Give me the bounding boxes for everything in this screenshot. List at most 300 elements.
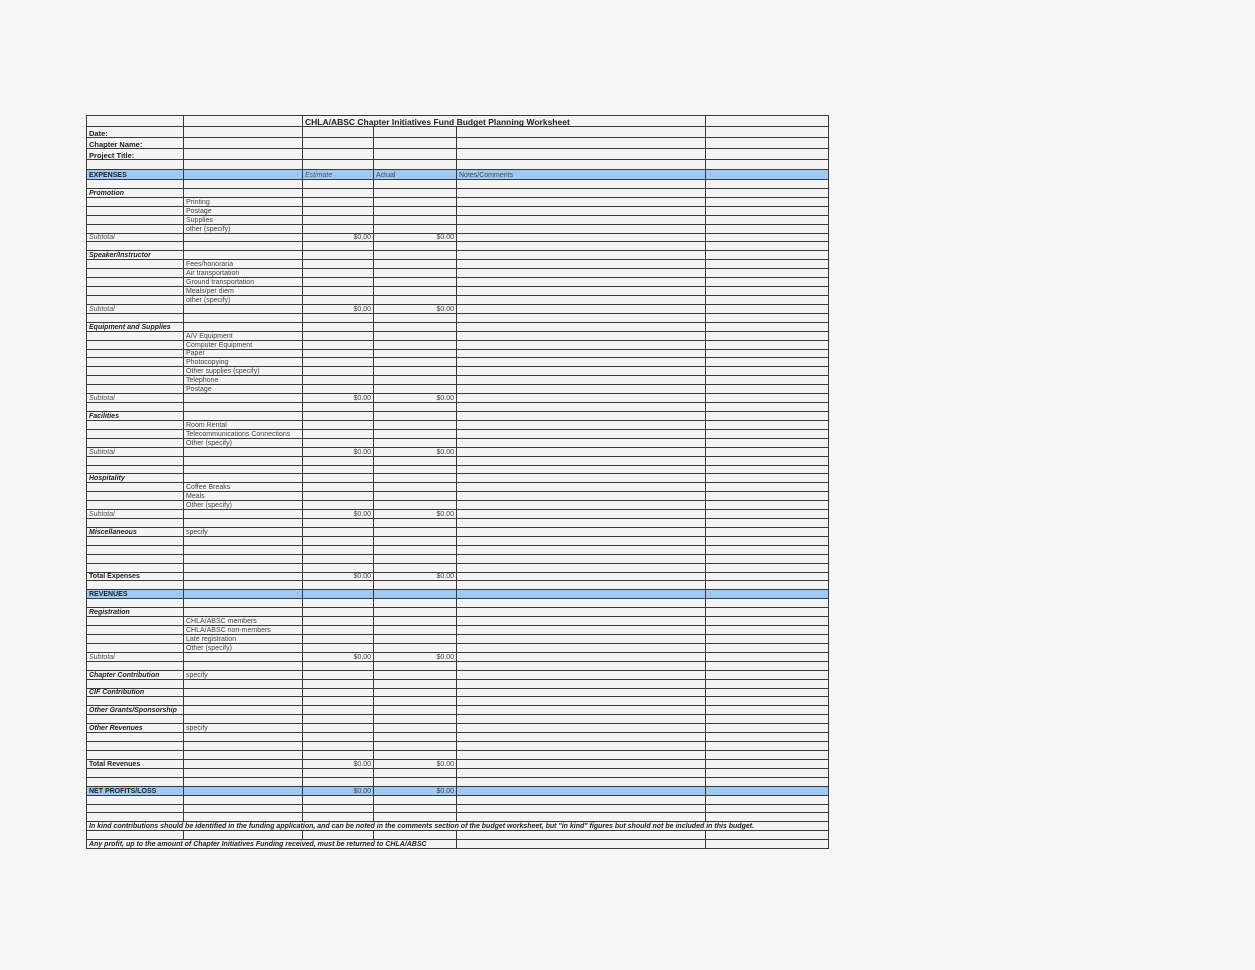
cell[interactable]	[303, 536, 374, 545]
cell[interactable]	[184, 411, 303, 420]
cell[interactable]	[87, 456, 184, 465]
cell[interactable]	[374, 831, 457, 840]
cell[interactable]	[184, 759, 303, 768]
cell[interactable]	[706, 545, 829, 554]
cell[interactable]	[184, 242, 303, 251]
cell[interactable]	[706, 554, 829, 563]
cell[interactable]	[87, 768, 184, 777]
estimate-cell[interactable]	[303, 278, 374, 287]
cell[interactable]	[374, 688, 457, 697]
cell[interactable]	[374, 536, 457, 545]
cell[interactable]	[706, 127, 829, 138]
cell[interactable]	[706, 394, 829, 403]
cell[interactable]	[706, 206, 829, 215]
cell[interactable]	[87, 295, 184, 304]
notes-cell[interactable]	[457, 483, 706, 492]
cell[interactable]	[87, 403, 184, 412]
cell[interactable]	[303, 545, 374, 554]
actual-cell[interactable]	[374, 215, 457, 224]
estimate-cell[interactable]	[303, 331, 374, 340]
cell[interactable]	[457, 733, 706, 742]
cell[interactable]	[374, 465, 457, 474]
estimate-cell[interactable]	[303, 492, 374, 501]
cell[interactable]	[457, 715, 706, 724]
cell[interactable]	[87, 367, 184, 376]
cell[interactable]	[374, 138, 457, 149]
cell[interactable]	[87, 643, 184, 652]
cell[interactable]	[457, 554, 706, 563]
cell[interactable]	[184, 180, 303, 189]
cell[interactable]	[374, 411, 457, 420]
cell[interactable]	[457, 149, 706, 160]
cell[interactable]	[706, 438, 829, 447]
cell[interactable]	[374, 706, 457, 715]
cell[interactable]	[374, 322, 457, 331]
cell[interactable]	[706, 661, 829, 670]
cell[interactable]	[706, 483, 829, 492]
cell[interactable]	[706, 420, 829, 429]
cell[interactable]	[706, 635, 829, 644]
cell[interactable]	[303, 804, 374, 813]
actual-cell[interactable]	[374, 420, 457, 429]
cell[interactable]	[87, 269, 184, 278]
cell[interactable]	[457, 724, 706, 733]
cell[interactable]	[374, 545, 457, 554]
cell[interactable]	[457, 813, 706, 822]
cell[interactable]	[706, 724, 829, 733]
cell[interactable]	[374, 697, 457, 706]
cell[interactable]	[87, 661, 184, 670]
cell[interactable]	[184, 519, 303, 528]
actual-cell[interactable]	[374, 643, 457, 652]
cell[interactable]	[184, 474, 303, 483]
cell[interactable]	[374, 777, 457, 786]
cell[interactable]	[457, 608, 706, 617]
cell[interactable]	[184, 465, 303, 474]
notes-cell[interactable]	[457, 215, 706, 224]
cell[interactable]	[87, 617, 184, 626]
cell[interactable]	[706, 224, 829, 233]
cell[interactable]	[184, 777, 303, 786]
cell[interactable]	[457, 697, 706, 706]
cell[interactable]	[374, 599, 457, 608]
estimate-cell[interactable]	[303, 376, 374, 385]
cell[interactable]	[374, 724, 457, 733]
date-field[interactable]	[184, 127, 303, 138]
notes-cell[interactable]	[457, 340, 706, 349]
cell[interactable]	[457, 411, 706, 420]
notes-cell[interactable]	[457, 438, 706, 447]
actual-cell[interactable]	[374, 340, 457, 349]
cell[interactable]	[184, 768, 303, 777]
cell[interactable]	[374, 188, 457, 197]
estimate-cell[interactable]	[303, 269, 374, 278]
cell[interactable]	[706, 652, 829, 661]
cell[interactable]	[457, 706, 706, 715]
cell[interactable]	[303, 724, 374, 733]
estimate-cell[interactable]	[303, 385, 374, 394]
cell[interactable]	[303, 733, 374, 742]
cell[interactable]	[303, 679, 374, 688]
cell[interactable]	[706, 742, 829, 751]
cell[interactable]	[303, 411, 374, 420]
cell[interactable]	[457, 394, 706, 403]
cell[interactable]	[457, 127, 706, 138]
cell[interactable]	[457, 474, 706, 483]
actual-cell[interactable]	[374, 376, 457, 385]
cell[interactable]	[87, 429, 184, 438]
cell[interactable]	[374, 679, 457, 688]
cell[interactable]	[374, 768, 457, 777]
cell[interactable]	[87, 420, 184, 429]
cell[interactable]	[374, 608, 457, 617]
notes-cell[interactable]	[457, 287, 706, 296]
cell[interactable]	[374, 661, 457, 670]
notes-cell[interactable]	[457, 349, 706, 358]
cell[interactable]	[457, 688, 706, 697]
cell[interactable]	[374, 251, 457, 260]
cell[interactable]	[303, 149, 374, 160]
notes-cell[interactable]	[457, 385, 706, 394]
cell[interactable]	[184, 679, 303, 688]
cell[interactable]	[457, 313, 706, 322]
cell[interactable]	[303, 138, 374, 149]
actual-cell[interactable]	[374, 429, 457, 438]
cell[interactable]	[87, 563, 184, 572]
cell[interactable]	[374, 456, 457, 465]
cell[interactable]	[706, 688, 829, 697]
cell[interactable]	[184, 447, 303, 456]
cell[interactable]	[374, 403, 457, 412]
cell[interactable]	[706, 385, 829, 394]
cell[interactable]	[457, 180, 706, 189]
cell[interactable]	[706, 581, 829, 590]
notes-cell[interactable]	[457, 376, 706, 385]
cell[interactable]	[706, 804, 829, 813]
cell[interactable]	[87, 180, 184, 189]
cell[interactable]	[87, 242, 184, 251]
cell[interactable]	[87, 215, 184, 224]
cell[interactable]	[87, 697, 184, 706]
cell[interactable]	[184, 251, 303, 260]
notes-cell[interactable]	[457, 224, 706, 233]
cell[interactable]	[87, 313, 184, 322]
notes-cell[interactable]	[457, 197, 706, 206]
cell[interactable]	[706, 697, 829, 706]
cell[interactable]	[706, 777, 829, 786]
cell[interactable]	[706, 429, 829, 438]
cell[interactable]	[87, 349, 184, 358]
cell[interactable]	[303, 465, 374, 474]
cell[interactable]	[303, 581, 374, 590]
notes-cell[interactable]	[457, 206, 706, 215]
cell[interactable]	[706, 260, 829, 269]
cell[interactable]	[184, 116, 303, 127]
cell[interactable]	[87, 635, 184, 644]
cell[interactable]	[374, 804, 457, 813]
actual-cell[interactable]	[374, 483, 457, 492]
cell[interactable]	[87, 581, 184, 590]
cell[interactable]	[303, 160, 374, 170]
estimate-cell[interactable]	[303, 358, 374, 367]
cell[interactable]	[303, 661, 374, 670]
cell[interactable]	[184, 160, 303, 170]
cell[interactable]	[457, 661, 706, 670]
cell[interactable]	[87, 483, 184, 492]
estimate-cell[interactable]	[303, 643, 374, 652]
cell[interactable]	[706, 358, 829, 367]
cell[interactable]	[457, 670, 706, 679]
cell[interactable]	[457, 304, 706, 313]
actual-cell[interactable]	[374, 358, 457, 367]
cell[interactable]	[706, 215, 829, 224]
cell[interactable]	[457, 840, 706, 849]
cell[interactable]	[184, 554, 303, 563]
cell[interactable]	[184, 715, 303, 724]
cell[interactable]	[706, 519, 829, 528]
estimate-cell[interactable]	[303, 206, 374, 215]
actual-cell[interactable]	[374, 501, 457, 510]
estimate-cell[interactable]	[303, 367, 374, 376]
cell[interactable]	[706, 813, 829, 822]
cell[interactable]	[706, 313, 829, 322]
cell[interactable]	[706, 331, 829, 340]
cell[interactable]	[457, 572, 706, 581]
cell[interactable]	[87, 519, 184, 528]
cell[interactable]	[374, 519, 457, 528]
cell[interactable]	[457, 768, 706, 777]
project-title-field[interactable]	[184, 149, 303, 160]
cell[interactable]	[184, 536, 303, 545]
estimate-cell[interactable]	[303, 224, 374, 233]
cell[interactable]	[184, 661, 303, 670]
cell[interactable]	[184, 652, 303, 661]
cell[interactable]	[184, 563, 303, 572]
cell[interactable]	[706, 251, 829, 260]
notes-cell[interactable]	[457, 260, 706, 269]
actual-cell[interactable]	[374, 438, 457, 447]
estimate-cell[interactable]	[303, 260, 374, 269]
cell[interactable]	[303, 527, 374, 536]
cell[interactable]	[303, 608, 374, 617]
cell[interactable]	[706, 465, 829, 474]
actual-cell[interactable]	[374, 295, 457, 304]
estimate-cell[interactable]	[303, 287, 374, 296]
cell[interactable]	[374, 160, 457, 170]
cell[interactable]	[184, 697, 303, 706]
cell[interactable]	[303, 768, 374, 777]
cell[interactable]	[706, 160, 829, 170]
cell[interactable]	[184, 751, 303, 760]
cell[interactable]	[706, 563, 829, 572]
cell[interactable]	[706, 492, 829, 501]
cell[interactable]	[184, 804, 303, 813]
estimate-cell[interactable]	[303, 295, 374, 304]
cell[interactable]	[706, 376, 829, 385]
cell[interactable]	[184, 188, 303, 197]
cell[interactable]	[706, 536, 829, 545]
cell[interactable]	[184, 599, 303, 608]
cell[interactable]	[706, 278, 829, 287]
cell[interactable]	[457, 652, 706, 661]
cell[interactable]	[87, 599, 184, 608]
actual-cell[interactable]	[374, 617, 457, 626]
cell[interactable]	[184, 831, 303, 840]
cell[interactable]	[457, 742, 706, 751]
cell[interactable]	[303, 251, 374, 260]
cell[interactable]	[303, 813, 374, 822]
cell[interactable]	[457, 804, 706, 813]
cell[interactable]	[184, 394, 303, 403]
estimate-cell[interactable]	[303, 483, 374, 492]
cell[interactable]	[374, 313, 457, 322]
cell[interactable]	[87, 260, 184, 269]
cell[interactable]	[706, 617, 829, 626]
cell[interactable]	[87, 545, 184, 554]
cell[interactable]	[457, 465, 706, 474]
cell[interactable]	[87, 492, 184, 501]
actual-cell[interactable]	[374, 197, 457, 206]
cell[interactable]	[374, 581, 457, 590]
cell[interactable]	[184, 608, 303, 617]
cell[interactable]	[374, 242, 457, 251]
actual-cell[interactable]	[374, 367, 457, 376]
estimate-cell[interactable]	[303, 501, 374, 510]
cell[interactable]	[457, 160, 706, 170]
cell[interactable]	[87, 831, 184, 840]
actual-cell[interactable]	[374, 626, 457, 635]
cell[interactable]	[457, 545, 706, 554]
cell[interactable]	[303, 188, 374, 197]
actual-cell[interactable]	[374, 635, 457, 644]
cell[interactable]	[184, 795, 303, 804]
cell[interactable]	[184, 572, 303, 581]
cell[interactable]	[457, 403, 706, 412]
cell[interactable]	[87, 501, 184, 510]
actual-cell[interactable]	[374, 206, 457, 215]
cell[interactable]	[87, 358, 184, 367]
cell[interactable]	[303, 697, 374, 706]
cell[interactable]	[374, 715, 457, 724]
cell[interactable]	[457, 751, 706, 760]
cell[interactable]	[706, 572, 829, 581]
actual-cell[interactable]	[374, 278, 457, 287]
cell[interactable]	[374, 733, 457, 742]
cell[interactable]	[374, 670, 457, 679]
cell[interactable]	[87, 197, 184, 206]
cell[interactable]	[374, 149, 457, 160]
notes-cell[interactable]	[457, 429, 706, 438]
cell[interactable]	[184, 322, 303, 331]
cell[interactable]	[706, 501, 829, 510]
estimate-cell[interactable]	[303, 197, 374, 206]
cell[interactable]	[184, 510, 303, 519]
cell[interactable]	[87, 804, 184, 813]
notes-cell[interactable]	[457, 492, 706, 501]
cell[interactable]	[457, 831, 706, 840]
cell[interactable]	[457, 188, 706, 197]
cell[interactable]	[374, 180, 457, 189]
notes-cell[interactable]	[457, 626, 706, 635]
cell[interactable]	[706, 188, 829, 197]
notes-cell[interactable]	[457, 367, 706, 376]
cell[interactable]	[87, 278, 184, 287]
actual-cell[interactable]	[374, 287, 457, 296]
actual-cell[interactable]	[374, 385, 457, 394]
cell[interactable]	[374, 795, 457, 804]
cell[interactable]	[706, 474, 829, 483]
cell[interactable]	[374, 474, 457, 483]
notes-cell[interactable]	[457, 501, 706, 510]
cell[interactable]	[457, 795, 706, 804]
cell[interactable]	[303, 403, 374, 412]
cell[interactable]	[457, 759, 706, 768]
cell[interactable]	[706, 242, 829, 251]
cell[interactable]	[706, 456, 829, 465]
cell[interactable]	[457, 456, 706, 465]
cell[interactable]	[184, 304, 303, 313]
cell[interactable]	[457, 510, 706, 519]
cell[interactable]	[303, 777, 374, 786]
cell[interactable]	[184, 742, 303, 751]
notes-cell[interactable]	[457, 643, 706, 652]
cell[interactable]	[184, 403, 303, 412]
cell[interactable]	[87, 751, 184, 760]
cell[interactable]	[706, 367, 829, 376]
cell[interactable]	[457, 251, 706, 260]
cell[interactable]	[184, 456, 303, 465]
cell[interactable]	[303, 313, 374, 322]
cell[interactable]	[87, 340, 184, 349]
cell[interactable]	[87, 536, 184, 545]
estimate-cell[interactable]	[303, 635, 374, 644]
cell[interactable]	[184, 706, 303, 715]
estimate-cell[interactable]	[303, 617, 374, 626]
cell[interactable]	[374, 554, 457, 563]
cell[interactable]	[706, 116, 829, 127]
estimate-cell[interactable]	[303, 420, 374, 429]
cell[interactable]	[706, 527, 829, 536]
cell[interactable]	[374, 813, 457, 822]
cell[interactable]	[457, 679, 706, 688]
cell[interactable]	[706, 180, 829, 189]
cell[interactable]	[303, 519, 374, 528]
cell[interactable]	[184, 545, 303, 554]
cell[interactable]	[184, 581, 303, 590]
cell[interactable]	[457, 322, 706, 331]
cell[interactable]	[303, 715, 374, 724]
estimate-cell[interactable]	[303, 349, 374, 358]
cell[interactable]	[87, 438, 184, 447]
cell[interactable]	[706, 287, 829, 296]
cell[interactable]	[706, 197, 829, 206]
cell[interactable]	[87, 287, 184, 296]
notes-cell[interactable]	[457, 617, 706, 626]
cell[interactable]	[457, 242, 706, 251]
cell[interactable]	[374, 742, 457, 751]
cell[interactable]	[184, 233, 303, 242]
estimate-cell[interactable]	[303, 438, 374, 447]
cell[interactable]	[457, 536, 706, 545]
cell[interactable]	[184, 313, 303, 322]
cell[interactable]	[87, 376, 184, 385]
cell[interactable]	[457, 581, 706, 590]
cell[interactable]	[87, 715, 184, 724]
cell[interactable]	[457, 563, 706, 572]
cell[interactable]	[374, 563, 457, 572]
cell[interactable]	[706, 233, 829, 242]
notes-cell[interactable]	[457, 358, 706, 367]
